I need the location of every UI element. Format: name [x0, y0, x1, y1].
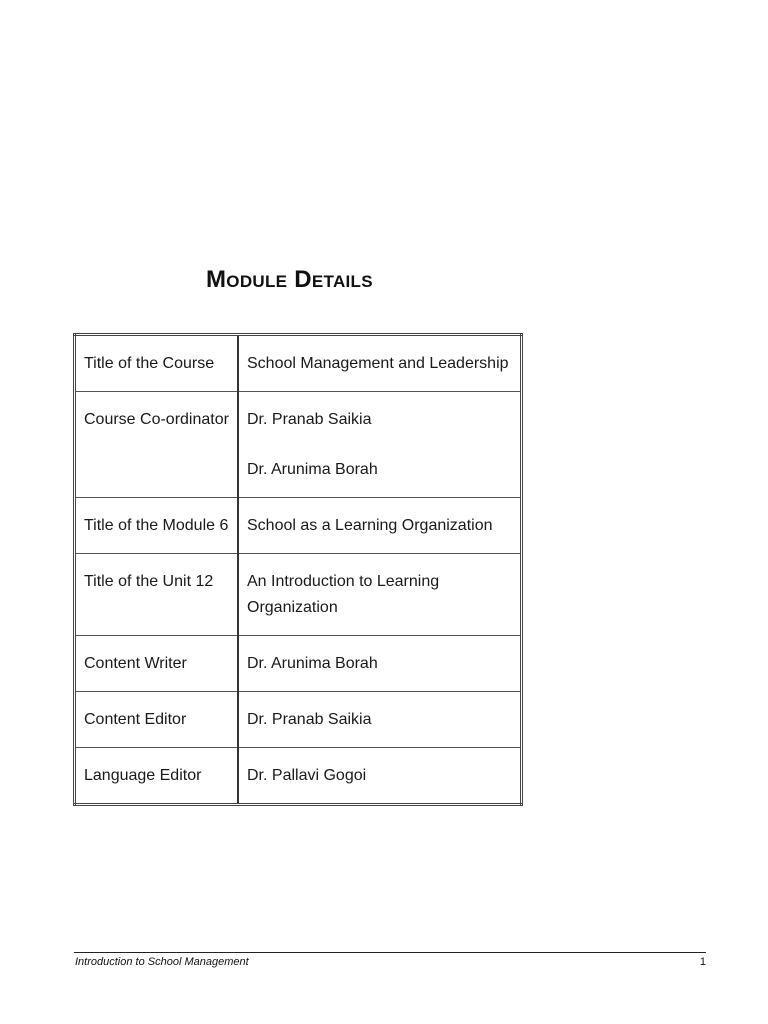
- row-label: Language Editor: [75, 748, 239, 805]
- module-details-table: [73, 333, 523, 806]
- row-label: Content Editor: [75, 692, 239, 748]
- row-value: School as a Learning Organization: [238, 498, 522, 554]
- coordinator-name: Dr. Arunima Borah: [247, 461, 378, 478]
- row-value: An Introduction to Learning Organization: [238, 554, 522, 636]
- table-row-content-writer: [75, 636, 522, 692]
- row-label: Title of the Course: [75, 335, 239, 392]
- row-label: Title of the Module 6: [75, 498, 239, 554]
- footer-divider: [74, 952, 706, 953]
- row-label: Title of the Unit 12: [75, 554, 239, 636]
- table-row-content-editor: [75, 692, 522, 748]
- row-value: Dr. Pranab Saikia: [238, 692, 522, 748]
- table-row-unit-title: [75, 554, 522, 636]
- page-number: 1: [699, 956, 706, 968]
- page-title: Module Details: [206, 266, 373, 293]
- table-row-course-title: [75, 335, 522, 392]
- row-value: [238, 392, 522, 498]
- row-label: Course Co-ordinator: [75, 392, 239, 498]
- row-label: Content Writer: [75, 636, 239, 692]
- table-row-module-title: [75, 498, 522, 554]
- row-value: School Management and Leadership: [247, 355, 509, 372]
- table-row-course-coordinator: [75, 392, 522, 498]
- coordinator-name: Dr. Pranab Saikia: [247, 411, 372, 428]
- row-value: Dr. Arunima Borah: [238, 636, 522, 692]
- table-row-language-editor: [75, 748, 522, 805]
- row-value: Dr. Pallavi Gogoi: [238, 748, 522, 805]
- footer-title: Introduction to School Management: [75, 956, 249, 968]
